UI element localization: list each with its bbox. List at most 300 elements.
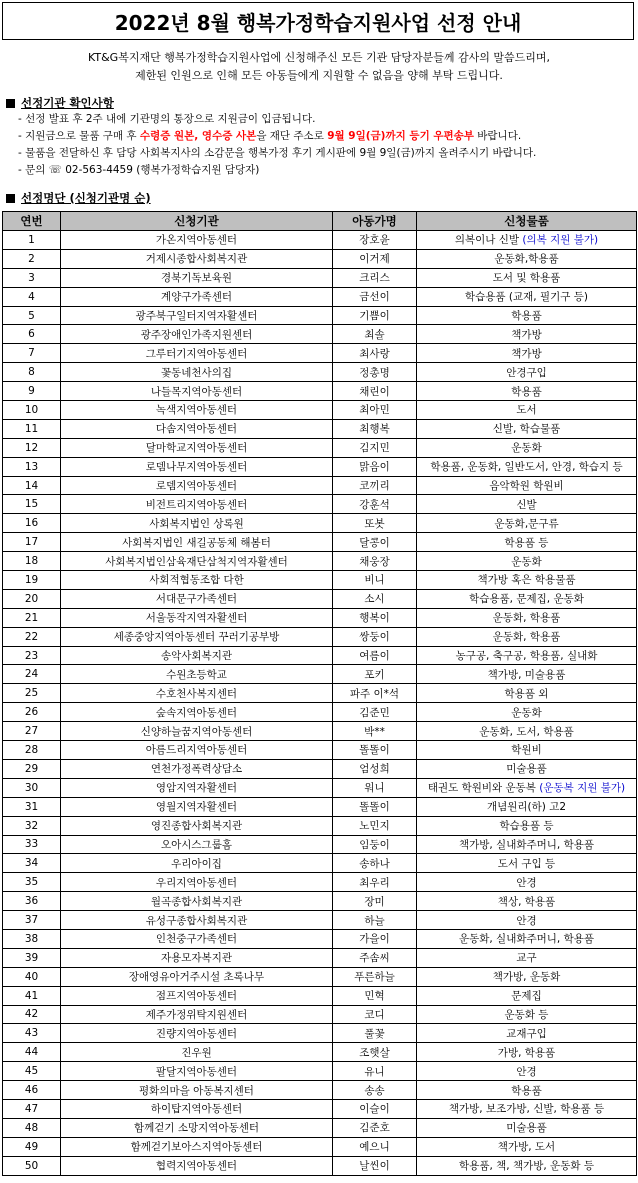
cell-child-alias <box>333 1156 417 1175</box>
cell-no <box>3 1024 61 1043</box>
cell-child-alias <box>333 363 417 382</box>
cell-child-alias-text: 예으니 <box>359 1141 390 1154</box>
cell-items <box>417 287 637 306</box>
cell-institution-text: 나들목지역아동센터 <box>150 385 243 398</box>
cell-no-text: 22 <box>24 630 39 643</box>
cell-institution <box>61 514 333 533</box>
cell-no <box>3 608 61 627</box>
cell-items-text: 운동화,학용품 <box>494 253 559 266</box>
cell-no-text: 46 <box>24 1084 39 1097</box>
cell-items <box>417 684 637 703</box>
table-row <box>3 627 637 646</box>
cell-items <box>417 457 637 476</box>
cell-institution <box>61 703 333 722</box>
cell-no-text: 14 <box>24 479 39 492</box>
cell-no <box>3 306 61 325</box>
cell-items <box>417 589 637 608</box>
cell-no-text: 29 <box>24 762 39 775</box>
cell-institution <box>61 495 333 514</box>
cell-items <box>417 1099 637 1118</box>
cell-institution-text: 꽃동네천사의집 <box>160 366 232 379</box>
cell-items-text: 운동화, 학용품 <box>492 612 561 625</box>
table-row <box>3 873 637 892</box>
cell-child-alias <box>333 1062 417 1081</box>
cell-institution-text: 수호천사복지센터 <box>155 687 238 700</box>
note-text: - 지원금으로 물품 구매 후 <box>18 130 140 142</box>
table-row <box>3 684 637 703</box>
table-row <box>3 344 637 363</box>
table-row <box>3 306 637 325</box>
cell-child-alias-text: 크리스 <box>359 272 390 285</box>
cell-institution <box>61 344 333 363</box>
cell-child-alias <box>333 778 417 797</box>
cell-items <box>417 948 637 967</box>
cell-child-alias <box>333 382 417 401</box>
cell-no-text: 27 <box>24 725 39 738</box>
cell-institution-text: 영진종합사회복지관 <box>150 820 243 833</box>
cell-institution <box>61 1081 333 1100</box>
cell-items <box>417 419 637 438</box>
table-header-row <box>3 212 637 231</box>
cell-child-alias-text: 김지민 <box>359 442 390 455</box>
cell-items <box>417 854 637 873</box>
cell-institution <box>61 665 333 684</box>
cell-no-text: 41 <box>24 989 39 1002</box>
cell-items-text: 책가방, 보조가방, 신발, 학용품 등 <box>448 1103 605 1116</box>
note-item: - 물품을 전달하신 후 담당 사회복지사의 소감문을 행복가정 후기 게시판에 9월 9일(금)까지 올려주시기 바랍니다. <box>18 147 537 159</box>
table-row <box>3 495 637 514</box>
cell-child-alias <box>333 722 417 741</box>
cell-items <box>417 1024 637 1043</box>
table-row <box>3 1099 637 1118</box>
cell-items <box>417 438 637 457</box>
cell-no <box>3 873 61 892</box>
cell-child-alias <box>333 741 417 760</box>
cell-items <box>417 268 637 287</box>
note-text: 바랍니다. <box>473 130 522 142</box>
cell-no <box>3 419 61 438</box>
cell-child-alias-text: 강훈석 <box>359 498 390 511</box>
cell-no <box>3 325 61 344</box>
table-row <box>3 1005 637 1024</box>
header-child-alias: 아동가명 <box>333 212 417 231</box>
cell-items-text: 개념원리(하) 고2 <box>486 801 567 814</box>
cell-institution-text: 인천중구가족센터 <box>155 933 238 946</box>
cell-institution <box>61 778 333 797</box>
cell-child-alias-text: 장호윤 <box>359 234 390 247</box>
cell-no <box>3 344 61 363</box>
cell-institution-text: 영암지역자활센터 <box>155 782 238 795</box>
cell-child-alias-text: 날씬이 <box>359 1160 390 1173</box>
cell-items-text: 운동화 <box>511 442 542 455</box>
cell-no-text: 45 <box>24 1065 39 1078</box>
cell-no <box>3 797 61 816</box>
cell-no-text: 9 <box>28 385 35 398</box>
cell-child-alias-text: 이거제 <box>359 253 390 266</box>
cell-child-alias <box>333 476 417 495</box>
cell-items <box>417 816 637 835</box>
cell-child-alias-text: 최우리 <box>359 876 390 889</box>
cell-items-text: 운동화, 도서, 학용품 <box>479 725 574 738</box>
cell-items-text: 교구 <box>516 952 537 965</box>
cell-no-text: 30 <box>24 781 39 794</box>
cell-items-text: 학습용품, 문제집, 운동화 <box>469 593 584 606</box>
cell-items-text: 도서 <box>516 404 537 417</box>
cell-items-text: 음악학원 학원비 <box>489 480 564 493</box>
cell-institution <box>61 1156 333 1175</box>
cell-child-alias-text: 유니 <box>364 1065 385 1078</box>
cell-no-text: 40 <box>24 970 39 983</box>
cell-items <box>417 363 637 382</box>
cell-no <box>3 589 61 608</box>
cell-child-alias <box>333 287 417 306</box>
cell-no-text: 38 <box>24 932 39 945</box>
cell-child-alias <box>333 948 417 967</box>
table-row <box>3 552 637 571</box>
cell-child-alias <box>333 419 417 438</box>
cell-child-alias <box>333 892 417 911</box>
cell-items <box>417 835 637 854</box>
cell-items <box>417 1118 637 1137</box>
table-row <box>3 457 637 476</box>
cell-institution-text: 팔달지역아동센터 <box>155 1065 238 1078</box>
table-row <box>3 514 637 533</box>
cell-no-text: 5 <box>28 309 35 322</box>
table-row <box>3 363 637 382</box>
cell-no <box>3 552 61 571</box>
cell-child-alias-text: 기쁨이 <box>359 310 390 322</box>
cell-no <box>3 759 61 778</box>
cell-items-text: 교재구입 <box>506 1027 547 1040</box>
cell-no <box>3 986 61 1005</box>
table-row <box>3 1081 637 1100</box>
cell-child-alias-text: 똘똘이 <box>359 744 390 757</box>
cell-child-alias <box>333 911 417 930</box>
cell-institution <box>61 363 333 382</box>
cell-no-text: 16 <box>24 517 39 530</box>
cell-no <box>3 1118 61 1137</box>
cell-institution <box>61 797 333 816</box>
cell-institution <box>61 533 333 552</box>
cell-institution <box>61 759 333 778</box>
cell-child-alias <box>333 1024 417 1043</box>
cell-child-alias-text: 주솜씨 <box>359 952 390 965</box>
cell-institution-text: 영월지역자활센터 <box>155 801 238 814</box>
cell-items <box>417 1043 637 1062</box>
cell-items <box>417 797 637 816</box>
cell-child-alias-text: 노민지 <box>359 820 390 833</box>
cell-child-alias-text: 금선이 <box>359 291 390 304</box>
cell-no-text: 15 <box>24 498 39 511</box>
cell-no-text: 35 <box>24 876 39 889</box>
cell-no-text: 8 <box>28 366 35 379</box>
cell-child-alias <box>333 1005 417 1024</box>
cell-institution-text: 우리지역아동센터 <box>155 876 238 889</box>
cell-no <box>3 1081 61 1100</box>
cell-items-text: 안경 <box>516 914 537 927</box>
table-row <box>3 231 637 250</box>
cell-institution <box>61 306 333 325</box>
table-row <box>3 325 637 344</box>
cell-no <box>3 382 61 401</box>
cell-items-text: 운동화 <box>511 706 542 719</box>
cell-institution-text: 신양하늘꿈지역아동센터 <box>140 725 253 738</box>
cell-no-text: 20 <box>24 592 39 605</box>
table-row <box>3 249 637 268</box>
cell-no-text: 48 <box>24 1121 39 1134</box>
cell-child-alias-text: 임둥이 <box>359 838 390 851</box>
cell-no-text: 31 <box>24 800 39 813</box>
cell-institution-text: 우리아이집 <box>171 857 222 870</box>
cell-institution-text: 진량지역아동센터 <box>155 1027 238 1040</box>
cell-institution-text: 사회적협동조합 다한 <box>149 574 244 587</box>
cell-items <box>417 231 637 250</box>
table-row <box>3 759 637 778</box>
cell-no <box>3 1005 61 1024</box>
note-text: 을 재단 주소로 <box>256 130 328 142</box>
cell-items <box>417 552 637 571</box>
cell-child-alias <box>333 1118 417 1137</box>
cell-child-alias <box>333 401 417 420</box>
header-institution: 신청기관 <box>61 212 333 231</box>
cell-no-text: 7 <box>28 347 35 360</box>
section-heading-list <box>6 190 151 206</box>
cell-items <box>417 1081 637 1100</box>
cell-items-text: 책가방, 운동화 <box>492 971 561 984</box>
cell-items-text: 미술용품 <box>506 763 547 776</box>
cell-no <box>3 948 61 967</box>
cell-child-alias <box>333 571 417 590</box>
cell-child-alias-text: 정총명 <box>359 366 390 379</box>
table-row <box>3 816 637 835</box>
cell-child-alias-text: 소시 <box>364 593 385 606</box>
table-row <box>3 646 637 665</box>
cell-institution-text: 서대문구가족센터 <box>155 593 238 606</box>
cell-institution <box>61 1118 333 1137</box>
cell-items <box>417 1062 637 1081</box>
cell-items-text: 책가방, 도서 <box>497 1141 556 1154</box>
cell-no <box>3 816 61 835</box>
cell-no <box>3 438 61 457</box>
cell-items <box>417 759 637 778</box>
cell-child-alias <box>333 684 417 703</box>
cell-no <box>3 1137 61 1156</box>
cell-no-text: 4 <box>28 290 35 303</box>
table-row <box>3 287 637 306</box>
cell-child-alias <box>333 759 417 778</box>
cell-institution-text: 송악사회복지관 <box>160 650 232 663</box>
cell-no-text: 10 <box>24 403 39 416</box>
intro-text <box>0 49 638 85</box>
cell-child-alias <box>333 457 417 476</box>
table-row <box>3 1043 637 1062</box>
note-item <box>18 128 536 145</box>
cell-institution <box>61 929 333 948</box>
cell-no <box>3 1099 61 1118</box>
cell-child-alias-text: 송송 <box>364 1084 385 1097</box>
cell-no-text: 43 <box>24 1027 39 1040</box>
cell-child-alias <box>333 344 417 363</box>
cell-items-text: 태권도 학원비와 운동복 <box>427 782 540 795</box>
cell-no-text: 18 <box>24 555 39 568</box>
cell-child-alias <box>333 646 417 665</box>
cell-no-text: 39 <box>24 951 39 964</box>
cell-no <box>3 571 61 590</box>
cell-child-alias-text: 가을이 <box>359 933 390 946</box>
cell-institution-text: 함께걷기 소망지역아동센터 <box>133 1122 260 1135</box>
table-row <box>3 929 637 948</box>
cell-items <box>417 703 637 722</box>
cell-items-text: 책가방, 미술용품 <box>487 668 566 681</box>
cell-no <box>3 967 61 986</box>
cell-child-alias <box>333 797 417 816</box>
cell-items-text: 안경구입 <box>506 366 547 379</box>
cell-institution <box>61 967 333 986</box>
cell-no-text: 23 <box>24 649 39 662</box>
cell-items <box>417 306 637 325</box>
cell-institution <box>61 873 333 892</box>
cell-items <box>417 325 637 344</box>
cell-child-alias <box>333 835 417 854</box>
intro-line-1: KT&G복지재단 행복가정학습지원사업에 신청해주신 모든 기관 담당자분들께 감사의 말씀드리며, <box>88 51 550 64</box>
cell-institution <box>61 249 333 268</box>
item-note: (운동복 지원 불가) <box>539 782 626 795</box>
cell-items-text: 운동화 등 <box>504 1008 549 1021</box>
cell-no-text: 25 <box>24 687 39 700</box>
cell-child-alias-text: 쌍둥이 <box>359 631 390 644</box>
section-heading-confirm <box>6 95 114 111</box>
table-row <box>3 892 637 911</box>
cell-child-alias <box>333 533 417 552</box>
cell-institution <box>61 382 333 401</box>
cell-items <box>417 873 637 892</box>
cell-no <box>3 703 61 722</box>
cell-child-alias <box>333 495 417 514</box>
cell-items-text: 학용품, 운동화, 일반도서, 안경, 학습지 등 <box>430 461 623 474</box>
cell-no-text: 6 <box>28 328 35 341</box>
cell-institution-text: 오아시스그룹홈 <box>160 838 232 851</box>
cell-no <box>3 854 61 873</box>
cell-items-text: 운동화 <box>511 555 542 568</box>
cell-institution-text: 장애영유아거주시설 초록나무 <box>128 971 265 984</box>
cell-institution <box>61 401 333 420</box>
cell-items <box>417 665 637 684</box>
cell-institution-text: 다솜지역아동센터 <box>155 423 238 436</box>
cell-institution <box>61 589 333 608</box>
cell-institution-text: 진우원 <box>181 1046 212 1059</box>
cell-child-alias-text: 파주 이*석 <box>349 687 400 700</box>
cell-child-alias-text: 이슬이 <box>359 1103 390 1116</box>
table-row <box>3 476 637 495</box>
cell-child-alias-text: 채웅장 <box>359 555 390 568</box>
cell-no <box>3 835 61 854</box>
cell-items-text: 안경 <box>516 1065 537 1078</box>
cell-items-text: 가방, 학용품 <box>497 1046 556 1059</box>
cell-child-alias-text: 행복이 <box>359 612 390 625</box>
cell-no <box>3 533 61 552</box>
cell-no-text: 36 <box>24 895 39 908</box>
square-bullet-icon <box>6 99 15 108</box>
cell-child-alias-text: 송하나 <box>359 857 390 870</box>
cell-items-text: 운동화,문구류 <box>494 517 559 530</box>
table-row <box>3 533 637 552</box>
cell-institution-text: 광주장애인가족지원센터 <box>140 328 253 341</box>
cell-no <box>3 231 61 250</box>
cell-institution <box>61 854 333 873</box>
cell-institution-text: 아름드리지역아동센터 <box>145 744 248 757</box>
cell-institution <box>61 476 333 495</box>
table-row <box>3 1062 637 1081</box>
cell-items-text: 운동화, 실내화주머니, 학용품 <box>458 933 595 946</box>
cell-child-alias-text: 김준민 <box>359 706 390 719</box>
cell-child-alias <box>333 854 417 873</box>
note-item: - 선정 발표 후 2주 내에 기관명의 통장으로 지원금이 입금됩니다. <box>18 113 316 125</box>
cell-child-alias <box>333 231 417 250</box>
cell-items <box>417 401 637 420</box>
cell-no-text: 2 <box>28 252 35 265</box>
cell-items-text: 학용품 등 <box>504 536 549 549</box>
cell-no <box>3 514 61 533</box>
cell-child-alias <box>333 665 417 684</box>
cell-items <box>417 571 637 590</box>
cell-items <box>417 382 637 401</box>
cell-institution-text: 협력지역아동센터 <box>155 1160 238 1173</box>
cell-items-text: 책가방 <box>511 347 542 360</box>
cell-child-alias-text: 최아민 <box>359 404 390 417</box>
cell-no <box>3 911 61 930</box>
table-row <box>3 608 637 627</box>
cell-no-text: 1 <box>28 233 35 246</box>
cell-institution-text: 로뎀지역아동센터 <box>155 480 238 493</box>
cell-institution-text: 평화의마을 아동복지센터 <box>139 1084 254 1097</box>
table-body <box>3 231 637 1176</box>
cell-child-alias <box>333 873 417 892</box>
cell-no <box>3 249 61 268</box>
cell-no-text: 50 <box>24 1159 39 1172</box>
cell-no <box>3 363 61 382</box>
table-row <box>3 911 637 930</box>
intro-line-2: 제한된 인원으로 인해 모든 아동들에게 지원할 수 없음을 양해 부탁 드립니다. <box>135 69 503 82</box>
cell-no <box>3 892 61 911</box>
cell-institution <box>61 741 333 760</box>
cell-child-alias-text: 똘똘이 <box>359 801 390 814</box>
cell-no-text: 33 <box>24 838 39 851</box>
cell-child-alias-text: 최행복 <box>359 423 390 436</box>
cell-items-text: 책상, 학용품 <box>497 895 556 908</box>
cell-institution-text: 수원초등학교 <box>166 668 227 681</box>
cell-institution <box>61 287 333 306</box>
cell-institution-text: 제주가정위탁지원센터 <box>145 1008 248 1021</box>
cell-items <box>417 249 637 268</box>
cell-child-alias-text: 코디 <box>364 1008 385 1021</box>
cell-child-alias-text: 워니 <box>364 782 385 795</box>
cell-no-text: 12 <box>24 441 39 454</box>
cell-no <box>3 665 61 684</box>
cell-no <box>3 1043 61 1062</box>
cell-items <box>417 722 637 741</box>
cell-child-alias <box>333 608 417 627</box>
cell-no-text: 44 <box>24 1046 39 1059</box>
cell-items <box>417 344 637 363</box>
table-row <box>3 1118 637 1137</box>
cell-child-alias-text: 달콩이 <box>359 536 390 549</box>
cell-items <box>417 892 637 911</box>
cell-no-text: 32 <box>24 819 39 832</box>
cell-items <box>417 514 637 533</box>
cell-institution-text: 비전트리지역아동센터 <box>145 498 248 511</box>
section-heading-text: 선정명단 (신청기관명 순) <box>21 191 151 205</box>
cell-child-alias <box>333 268 417 287</box>
